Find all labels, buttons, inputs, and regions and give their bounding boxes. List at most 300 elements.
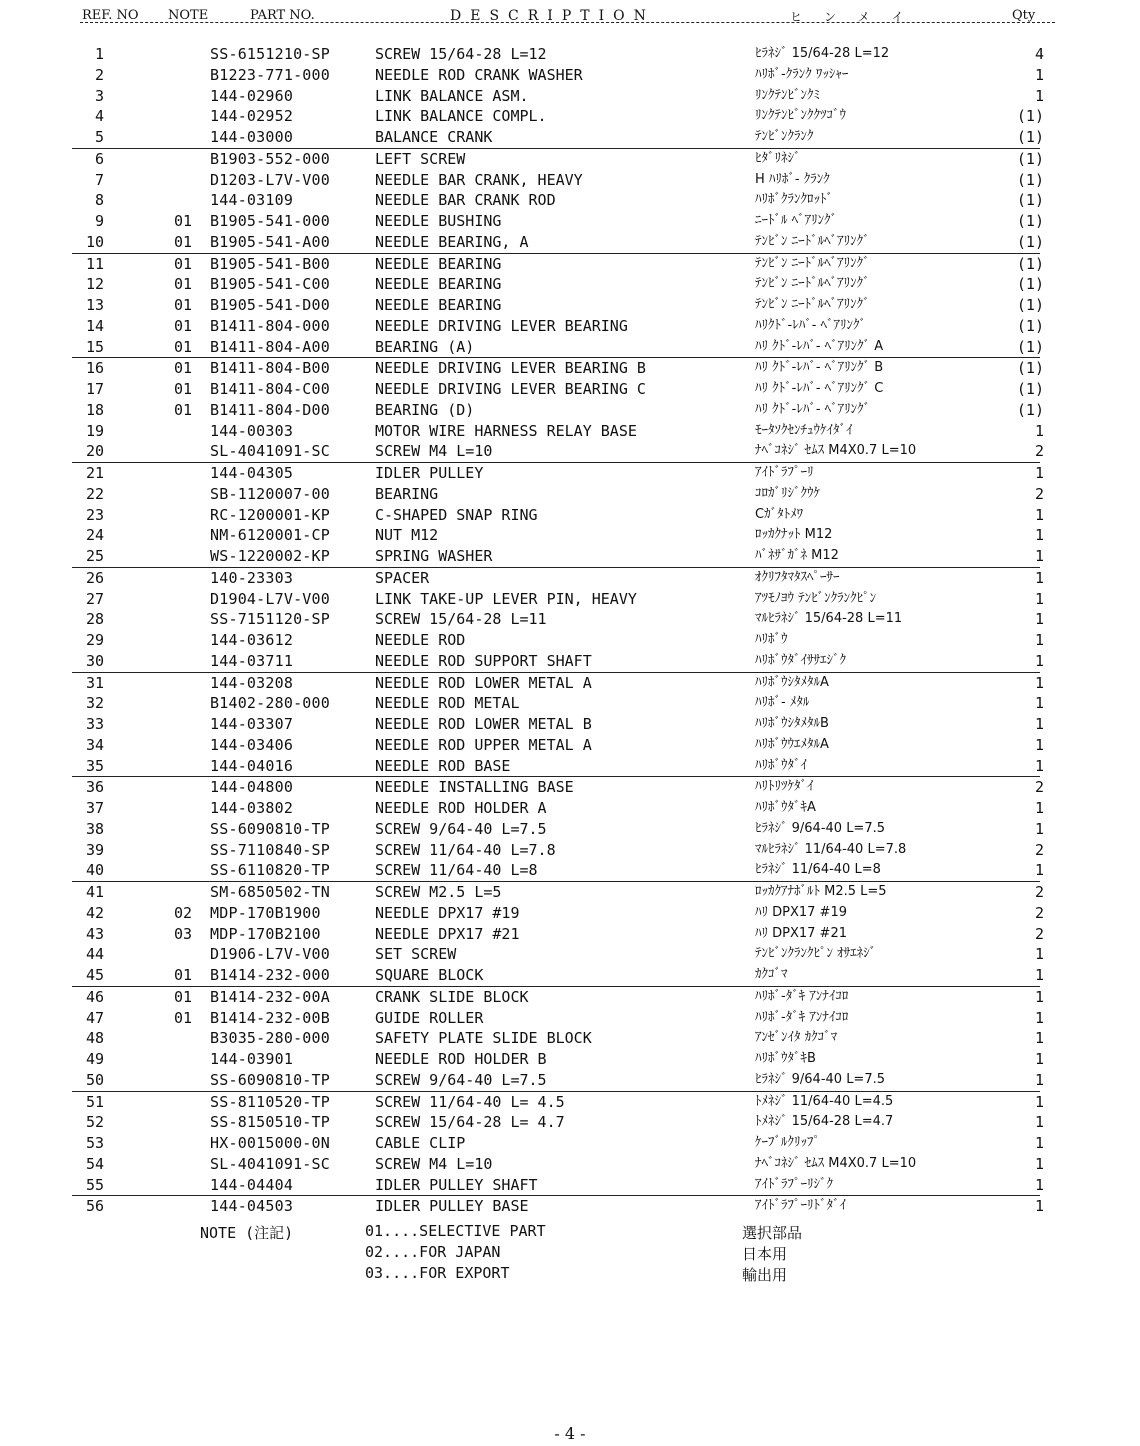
part-no-cell: D1906-L7V-V00 (210, 945, 330, 964)
description-cell: SCREW M4 L=10 (375, 1154, 493, 1173)
qty-cell: (1) (1016, 212, 1044, 230)
ref-no-cell: 19 (85, 421, 104, 440)
qty-cell: 1 (1034, 464, 1044, 482)
ref-no-cell: 55 (85, 1175, 104, 1194)
japanese-name-cell: H ﾊﾘﾎﾞ- ｸﾗﾝｸ (755, 171, 830, 187)
note-cell: 03 (173, 924, 192, 943)
ref-no-cell: 35 (85, 756, 104, 775)
japanese-name-cell: ﾊﾘｸﾄﾞ-ﾚﾊﾞ- ﾍﾞｱﾘﾝｸﾞ (755, 317, 867, 333)
description-cell: BEARING (D) (375, 400, 475, 419)
ref-no-cell: 50 (85, 1070, 104, 1089)
ref-no-cell: 17 (85, 380, 104, 398)
ref-no-cell: 21 (85, 464, 104, 482)
table-row (72, 462, 1044, 484)
qty-cell: 1 (1034, 1070, 1044, 1089)
part-no-cell: 144-04305 (210, 464, 294, 482)
description-cell: BEARING (A) (375, 337, 475, 356)
ref-no-cell: 24 (85, 526, 104, 545)
table-row (0, 1112, 1140, 1133)
qty-cell: 1 (1034, 1197, 1044, 1216)
ref-no-cell: 38 (85, 819, 104, 838)
ref-no-cell: 40 (85, 861, 104, 880)
japanese-name-cell: ﾊﾘﾎﾞｳﾀﾞｲｻｻｴｼﾞｸ (755, 652, 846, 668)
ref-no-cell: 45 (85, 966, 104, 984)
qty-cell: 1 (1034, 631, 1044, 649)
part-no-cell: 144-03711 (210, 651, 294, 670)
qty-cell: 1 (1034, 673, 1044, 692)
part-no-cell: B3035-280-000 (210, 1029, 330, 1048)
description-cell: NEEDLE BAR CRANK ROD (375, 191, 556, 210)
qty-cell: 1 (1034, 819, 1044, 838)
qty-cell: 1 (1034, 86, 1044, 105)
description-cell: NEEDLE ROD UPPER METAL A (375, 735, 592, 754)
table-row (0, 944, 1140, 965)
part-no-cell: SB-1120007-00 (210, 484, 330, 503)
description-cell: NEEDLE ROD METAL (375, 694, 520, 713)
table-row (0, 651, 1140, 672)
table-row (0, 1133, 1140, 1154)
table-row (0, 798, 1140, 819)
table-row (0, 903, 1140, 924)
description-cell: SCREW 15/64-28 L=12 (375, 45, 547, 63)
table-row (72, 148, 1044, 170)
qty-cell: 1 (1034, 987, 1044, 1006)
note-line (0, 1222, 1140, 1243)
ref-no-cell: 14 (85, 316, 104, 335)
table-row (0, 232, 1140, 253)
description-cell: CABLE CLIP (375, 1134, 466, 1152)
ref-no-cell: 49 (85, 1050, 104, 1068)
description-cell: LINK TAKE-UP LEVER PIN, HEAVY (375, 589, 637, 608)
description-cell: NEEDLE DRIVING LEVER BEARING B (375, 359, 646, 378)
note-cell: 01 (173, 254, 192, 273)
japanese-name-cell: ﾊﾘﾄﾘﾂｹﾀﾞｲ (755, 779, 814, 795)
part-no-cell: MDP-170B1900 (210, 903, 321, 922)
ref-no-cell: 37 (85, 799, 104, 817)
ref-no-cell: 46 (85, 987, 104, 1006)
japanese-name-cell: ﾊﾘ DPX17 #19 (755, 904, 847, 920)
description-cell: SPACER (375, 568, 430, 587)
part-no-cell: MDP-170B2100 (210, 924, 321, 943)
description-cell: SCREW 11/64-40 L= 4.5 (375, 1092, 565, 1111)
ref-no-cell: 13 (85, 296, 104, 314)
parts-table (0, 44, 1140, 1217)
qty-cell: 1 (1034, 651, 1044, 670)
description-cell: SPRING WASHER (375, 547, 493, 565)
note-japanese: 選択部品 (742, 1224, 803, 1242)
table-row (0, 127, 1140, 148)
japanese-name-cell: ﾛｯｶｸｱﾅﾎﾞﾙﾄ M2.5 L=5 (755, 884, 887, 899)
japanese-name-cell: ｶｸｺﾞﾏ (755, 967, 788, 982)
part-no-cell: 144-03208 (210, 673, 294, 692)
qty-cell: 1 (1034, 756, 1044, 775)
part-no-cell: D1203-L7V-V00 (210, 170, 330, 189)
description-cell: SCREW 11/64-40 L=8 (375, 861, 538, 880)
description-cell: NEEDLE ROD HOLDER B (375, 1050, 547, 1068)
ref-no-cell: 34 (85, 735, 104, 754)
part-no-cell: SS-8150510-TP (210, 1113, 330, 1132)
japanese-name-cell: ﾊﾘﾎﾞｳﾀﾞｲ (755, 757, 807, 773)
table-row (0, 379, 1140, 400)
note-cell: 01 (173, 400, 192, 419)
ref-no-cell: 16 (85, 359, 104, 378)
qty-cell: (1) (1016, 254, 1044, 273)
japanese-name-cell: ｹｰﾌﾞﾙｸﾘｯﾌﾟ (755, 1135, 820, 1150)
ref-no-cell: 28 (85, 610, 104, 629)
ref-no-cell: 47 (85, 1008, 104, 1027)
japanese-name-cell: ﾋﾗﾈｼﾞ 9/64-40 L=7.5 (755, 820, 885, 836)
qty-cell: 1 (1034, 526, 1044, 545)
qty-cell: 2 (1034, 903, 1044, 922)
qty-cell: 1 (1034, 421, 1044, 440)
part-no-cell: SS-7110840-SP (210, 840, 330, 859)
table-row (0, 735, 1140, 756)
qty-cell: 2 (1034, 484, 1044, 503)
description-cell: SCREW 15/64-28 L= 4.7 (375, 1113, 565, 1132)
qty-cell: 1 (1034, 505, 1044, 524)
part-no-cell: B1905-541-C00 (210, 275, 330, 294)
part-no-cell: HX-0015000-0N (210, 1134, 330, 1152)
qty-cell: 1 (1034, 694, 1044, 713)
description-cell: NEEDLE INSTALLING BASE (375, 778, 574, 797)
qty-cell: 2 (1034, 442, 1044, 461)
description-cell: IDLER PULLEY (375, 464, 484, 482)
part-no-cell: 140-23303 (210, 568, 294, 587)
japanese-name-cell: ﾛｯｶｸﾅｯﾄ M12 (755, 527, 833, 543)
description-cell: SCREW 9/64-40 L=7.5 (375, 1070, 547, 1089)
description-cell: NEEDLE ROD HOLDER A (375, 799, 547, 817)
part-no-cell: 144-03612 (210, 631, 294, 649)
japanese-name-cell: ﾃﾝﾋﾞﾝ ﾆｰﾄﾞﾙﾍﾞｱﾘﾝｸﾞ (755, 233, 870, 249)
table-row (72, 881, 1044, 903)
table-row (72, 1091, 1044, 1113)
ref-no-cell: 30 (85, 651, 104, 670)
note-text: 01....SELECTIVE PART (365, 1222, 546, 1240)
japanese-name-cell: ｱｲﾄﾞﾗﾌﾟｰﾘｼﾞｸ (755, 1176, 833, 1192)
part-no-cell: SS-7151120-SP (210, 610, 330, 629)
note-line (0, 1243, 1140, 1264)
description-cell: C-SHAPED SNAP RING (375, 505, 538, 524)
part-no-cell: B1411-804-000 (210, 316, 330, 335)
qty-cell: (1) (1016, 170, 1044, 189)
table-row (0, 1028, 1140, 1049)
japanese-name-cell: ﾊﾘﾎﾞｳﾀﾞｷA (755, 800, 816, 815)
part-no-cell: SL-4041091-SC (210, 442, 330, 461)
note-cell: 02 (173, 903, 192, 922)
qty-cell: 1 (1034, 966, 1044, 984)
header-ref-no: REF. NO (82, 8, 139, 23)
japanese-name-cell: ﾆｰﾄﾞﾙ ﾍﾞｱﾘﾝｸﾞ (755, 213, 838, 228)
description-cell: NEEDLE BAR CRANK, HEAVY (375, 170, 583, 189)
table-row (0, 609, 1140, 630)
description-cell: SCREW 15/64-28 L=11 (375, 610, 547, 629)
japanese-name-cell: ﾊﾘﾎﾞ-ｸﾗﾝｸ ﾜｯｼｬｰ (755, 66, 849, 82)
qty-cell: 2 (1034, 924, 1044, 943)
qty-cell: (1) (1016, 337, 1044, 356)
description-cell: NEEDLE ROD CRANK WASHER (375, 65, 583, 84)
japanese-name-cell: ﾊﾘﾎﾞ-ﾀﾞｷ ｱﾝﾅｲｺﾛ (755, 988, 849, 1004)
qty-cell: 1 (1034, 1175, 1044, 1194)
qty-cell: (1) (1016, 191, 1044, 210)
table-row (0, 525, 1140, 546)
description-cell: NEEDLE DPX17 #21 (375, 924, 520, 943)
table-row (0, 1008, 1140, 1029)
qty-cell: 1 (1034, 799, 1044, 817)
table-row (0, 630, 1140, 651)
note-cell: 01 (173, 359, 192, 378)
japanese-name-cell: ﾊﾘﾎﾞｳﾀﾞｷB (755, 1051, 816, 1066)
qty-cell: 1 (1034, 861, 1044, 880)
part-no-cell: B1905-541-000 (210, 212, 330, 230)
part-no-cell: B1411-804-B00 (210, 359, 330, 378)
note-cell: 01 (173, 275, 192, 294)
part-no-cell: 144-02952 (210, 107, 294, 126)
part-no-cell: SM-6850502-TN (210, 883, 330, 901)
description-cell: NEEDLE ROD LOWER METAL A (375, 673, 592, 692)
ref-no-cell: 10 (85, 232, 104, 251)
notes-section (0, 1222, 1140, 1285)
description-cell: SET SCREW (375, 945, 457, 964)
part-no-cell: B1411-804-C00 (210, 380, 330, 398)
japanese-name-cell: ｱｲﾄﾞﾗﾌﾟｰﾘ (755, 465, 814, 480)
table-row (0, 1154, 1140, 1175)
description-cell: BALANCE CRANK (375, 128, 493, 146)
qty-cell: 1 (1034, 1134, 1044, 1152)
japanese-name-cell: ﾊﾘﾎﾞｳｳｴﾒﾀﾙA (755, 736, 829, 752)
japanese-name-cell: ｵｸﾘﾌﾀﾏﾀｽﾍﾟｰｻｰ (755, 569, 840, 585)
qty-cell: 1 (1034, 1050, 1044, 1068)
qty-cell: (1) (1016, 296, 1044, 314)
description-cell: NEEDLE ROD SUPPORT SHAFT (375, 651, 592, 670)
qty-cell: 4 (1034, 45, 1044, 63)
table-row (0, 441, 1140, 462)
table-row (72, 986, 1044, 1008)
part-no-cell: 144-04503 (210, 1197, 294, 1216)
description-cell: SAFETY PLATE SLIDE BLOCK (375, 1029, 592, 1048)
table-row (0, 756, 1140, 777)
note-line (0, 1264, 1140, 1285)
ref-no-cell: 8 (94, 191, 104, 210)
table-row (0, 1070, 1140, 1091)
qty-cell: (1) (1016, 380, 1044, 398)
part-no-cell: B1402-280-000 (210, 694, 330, 713)
qty-cell: 1 (1034, 1029, 1044, 1048)
table-row (0, 421, 1140, 442)
ref-no-cell: 56 (85, 1197, 104, 1216)
description-cell: LEFT SCREW (375, 149, 466, 168)
ref-no-cell: 11 (85, 254, 104, 273)
part-no-cell: 144-03802 (210, 799, 294, 817)
header-description: DESCRIPTION (450, 8, 655, 24)
part-no-cell: 144-03109 (210, 191, 294, 210)
part-no-cell: SS-6151210-SP (210, 45, 330, 63)
japanese-name-cell: ﾏﾙﾋﾗﾈｼﾞ 15/64-28 L=11 (755, 611, 903, 627)
japanese-name-cell: ﾋﾗﾈｼﾞ 11/64-40 L=8 (755, 862, 881, 878)
ref-no-cell: 3 (94, 86, 104, 105)
table-row (0, 714, 1140, 735)
header-part-no: PART NO. (250, 8, 315, 23)
ref-no-cell: 6 (94, 149, 104, 168)
description-cell: NUT M12 (375, 526, 439, 545)
ref-no-cell: 2 (94, 65, 104, 84)
note-cell: 01 (173, 316, 192, 335)
qty-cell: (1) (1016, 128, 1044, 146)
qty-cell: 1 (1034, 65, 1044, 84)
note-text: 02....FOR JAPAN (365, 1243, 501, 1261)
ref-no-cell: 33 (85, 715, 104, 733)
table-row (0, 484, 1140, 505)
note-cell: 01 (173, 337, 192, 356)
ref-no-cell: 54 (85, 1154, 104, 1173)
part-no-cell: SS-8110520-TP (210, 1092, 330, 1111)
part-no-cell: 144-04016 (210, 756, 294, 775)
ref-no-cell: 15 (85, 337, 104, 356)
japanese-name-cell: ﾋﾀﾞﾘﾈｼﾞ (755, 150, 801, 166)
qty-cell: (1) (1016, 359, 1044, 378)
part-no-cell: B1414-232-00B (210, 1008, 330, 1027)
part-no-cell: 144-04404 (210, 1175, 294, 1194)
description-cell: NEEDLE DRIVING LEVER BEARING (375, 316, 628, 335)
table-row (72, 1195, 1044, 1217)
ref-no-cell: 20 (85, 442, 104, 461)
table-row (0, 295, 1140, 316)
japanese-name-cell: ﾓｰﾀｿｸｾﾝﾁｭｳｹｲﾀﾞｲ (755, 422, 853, 438)
description-cell: SCREW 11/64-40 L=7.8 (375, 840, 556, 859)
qty-cell: 1 (1034, 1008, 1044, 1027)
table-row (0, 337, 1140, 358)
table-row (0, 693, 1140, 714)
ref-no-cell: 5 (94, 128, 104, 146)
part-no-cell: B1905-541-B00 (210, 254, 330, 273)
table-row (0, 65, 1140, 86)
japanese-name-cell: ｱﾝｾﾞﾝｲﾀ ｶｸｺﾞﾏ (755, 1030, 838, 1046)
ref-no-cell: 41 (85, 883, 104, 901)
part-no-cell: SS-6090810-TP (210, 1070, 330, 1089)
table-row (0, 505, 1140, 526)
description-cell: NEEDLE ROD LOWER METAL B (375, 715, 592, 733)
part-no-cell: SL-4041091-SC (210, 1154, 330, 1173)
part-no-cell: B1903-552-000 (210, 149, 330, 168)
description-cell: SCREW M2.5 L=5 (375, 883, 502, 901)
japanese-name-cell: ﾄﾒﾈｼﾞ 15/64-28 L=4.7 (755, 1114, 894, 1130)
note-cell: 01 (173, 987, 192, 1006)
japanese-name-cell: ﾏﾙﾋﾗﾈｼﾞ 11/64-40 L=7.8 (755, 841, 907, 857)
part-no-cell: 144-03901 (210, 1050, 294, 1068)
table-row (72, 776, 1044, 798)
ref-no-cell: 12 (85, 275, 104, 294)
qty-cell: 1 (1034, 735, 1044, 754)
japanese-name-cell: ﾊﾘ DPX17 #21 (755, 925, 847, 941)
ref-no-cell: 23 (85, 505, 104, 524)
japanese-name-cell: ﾊﾘﾎﾞｳ (755, 632, 788, 647)
note-japanese: 輸出用 (742, 1266, 788, 1284)
table-row (0, 211, 1140, 232)
table-row (0, 106, 1140, 127)
part-no-cell: 144-02960 (210, 86, 294, 105)
ref-no-cell: 31 (85, 673, 104, 692)
ref-no-cell: 29 (85, 631, 104, 649)
table-row (0, 170, 1140, 191)
table-row (72, 672, 1044, 694)
japanese-name-cell: ﾅﾍﾞｺﾈｼﾞ ｾﾑｽ M4X0.7 L=10 (755, 443, 917, 459)
part-no-cell: B1414-232-00A (210, 987, 330, 1006)
japanese-name-cell: ﾃﾝﾋﾞﾝｸﾗﾝｸﾋﾟﾝ ｵｻｴﾈｼﾞ (755, 946, 877, 962)
header-japanese-name: ヒンメイ (790, 10, 926, 24)
part-no-cell: SS-6110820-TP (210, 861, 330, 880)
ref-no-cell: 52 (85, 1113, 104, 1132)
header-qty: Qty (1012, 8, 1036, 23)
note-cell: 01 (173, 212, 192, 230)
japanese-name-cell: ﾊﾘ ｸﾄﾞ-ﾚﾊﾞ- ﾍﾞｱﾘﾝｸﾞ (755, 401, 871, 417)
japanese-name-cell: ﾊﾞﾈｻﾞｶﾞﾈ M12 (755, 548, 839, 563)
description-cell: NEEDLE ROD BASE (375, 756, 511, 775)
table-row (0, 190, 1140, 211)
japanese-name-cell: ﾘﾝｸﾃﾝﾋﾞﾝｸｸﾂｺﾞｳ (755, 108, 846, 124)
qty-cell: 1 (1034, 547, 1044, 565)
japanese-name-cell: ﾊﾘ ｸﾄﾞ-ﾚﾊﾞ- ﾍﾞｱﾘﾝｸﾞ A (755, 338, 884, 354)
ref-no-cell: 7 (94, 170, 104, 189)
description-cell: IDLER PULLEY SHAFT (375, 1175, 538, 1194)
ref-no-cell: 43 (85, 924, 104, 943)
table-row (0, 589, 1140, 610)
description-cell: SCREW M4 L=10 (375, 442, 493, 461)
note-text: 03....FOR EXPORT (365, 1264, 510, 1282)
qty-cell: 1 (1034, 589, 1044, 608)
description-cell: NEEDLE BUSHING (375, 212, 502, 230)
qty-cell: (1) (1016, 400, 1044, 419)
ref-no-cell: 4 (94, 107, 104, 126)
japanese-name-cell: ｺﾛｶﾞﾘｼﾞｸｳｹ (755, 485, 820, 501)
table-row (0, 86, 1140, 107)
qty-cell: 2 (1034, 840, 1044, 859)
qty-cell: 1 (1034, 568, 1044, 587)
part-no-cell: SS-6090810-TP (210, 819, 330, 838)
description-cell: GUIDE ROLLER (375, 1008, 484, 1027)
part-no-cell: RC-1200001-KP (210, 505, 330, 524)
ref-no-cell: 26 (85, 568, 104, 587)
table-row (0, 860, 1140, 881)
japanese-name-cell: ﾊﾘﾎﾞｳｼﾀﾒﾀﾙB (755, 716, 829, 731)
header-note: NOTE (168, 8, 209, 23)
table-row (0, 840, 1140, 861)
part-no-cell: B1411-804-A00 (210, 337, 330, 356)
ref-no-cell: 25 (85, 547, 104, 565)
qty-cell: 1 (1034, 1092, 1044, 1111)
table-row (0, 1049, 1140, 1070)
qty-cell: (1) (1016, 275, 1044, 294)
ref-no-cell: 32 (85, 694, 104, 713)
japanese-name-cell: ﾋﾗﾈｼﾞ 9/64-40 L=7.5 (755, 1071, 885, 1087)
qty-cell: (1) (1016, 316, 1044, 335)
japanese-name-cell: ﾃﾝﾋﾞﾝ ﾆｰﾄﾞﾙﾍﾞｱﾘﾝｸﾞ (755, 276, 870, 292)
qty-cell: 1 (1034, 715, 1044, 733)
japanese-name-cell: ﾊﾘﾎﾞｸﾗﾝｸﾛｯﾄﾞ (755, 192, 833, 208)
header-divider (80, 22, 1055, 23)
part-no-cell: 144-03406 (210, 735, 294, 754)
description-cell: NEEDLE DRIVING LEVER BEARING C (375, 380, 646, 398)
page-number: - 4 - (554, 1424, 586, 1443)
part-no-cell: B1905-541-A00 (210, 232, 330, 251)
part-no-cell: D1904-L7V-V00 (210, 589, 330, 608)
table-row (0, 924, 1140, 945)
japanese-name-cell: ｱﾂﾓﾉﾖｳ ﾃﾝﾋﾞﾝｸﾗﾝｸﾋﾟﾝ (755, 590, 877, 606)
ref-no-cell: 39 (85, 840, 104, 859)
note-cell: 01 (173, 1008, 192, 1027)
ref-no-cell: 48 (85, 1029, 104, 1048)
notes-label: NOTE (注記) (200, 1224, 294, 1242)
ref-no-cell: 22 (85, 484, 104, 503)
description-cell: SCREW 9/64-40 L=7.5 (375, 819, 547, 838)
